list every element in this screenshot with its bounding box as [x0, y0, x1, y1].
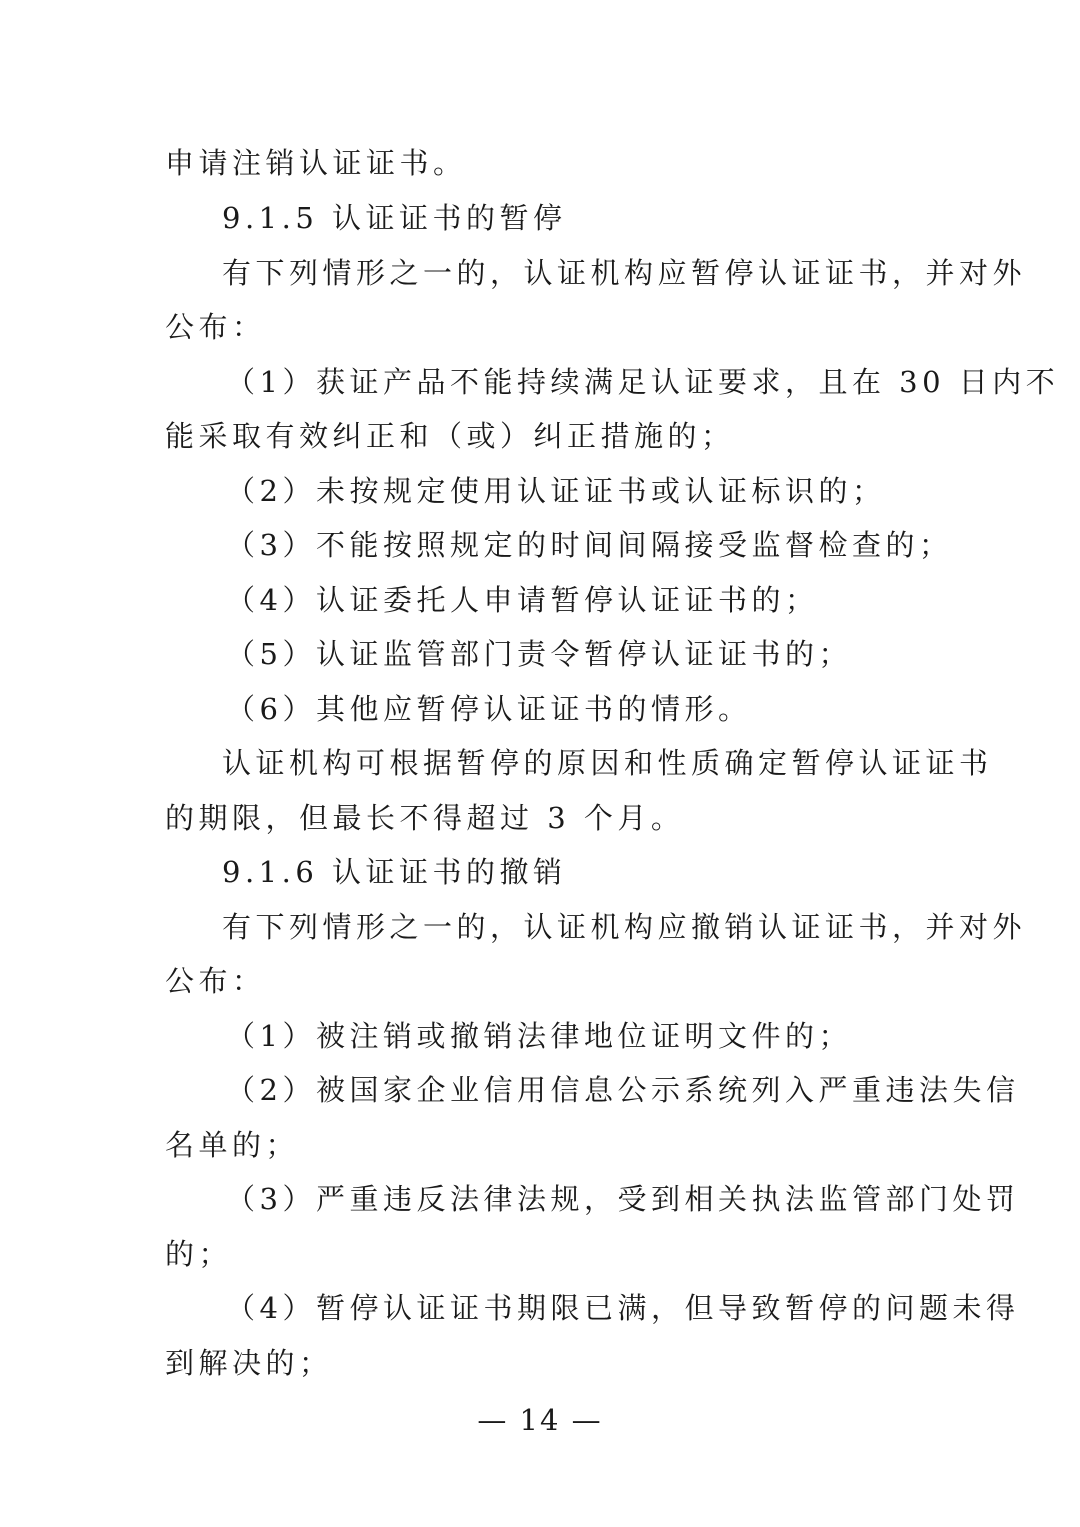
list-item: （3）不能按照规定的时间间隔接受监督检查的； — [226, 528, 953, 562]
text-line: 有下列情形之一的，认证机构应撤销认证证书，并对外 — [222, 910, 1027, 944]
list-item: （5）认证监管部门责令暂停认证证书的； — [226, 637, 852, 671]
text-line: 名单的； — [165, 1128, 300, 1162]
text-line: 能采取有效纠正和（或）纠正措施的； — [165, 419, 735, 453]
list-item: （1）获证产品不能持续满足认证要求，且在 30 日内不 — [226, 365, 1060, 399]
text-line: 的期限，但最长不得超过 3 个月。 — [165, 801, 685, 835]
list-item: （3）严重违反法律法规，受到相关执法监管部门处罚 — [226, 1182, 1020, 1216]
list-item: （4）认证委托人申请暂停认证证书的； — [226, 583, 819, 617]
text-line: 的； — [165, 1237, 233, 1271]
page-number: — 14 — — [477, 1403, 603, 1437]
section-heading: 9.1.6 认证证书的撤销 — [222, 855, 567, 889]
list-item: （4）暂停认证证书期限已满，但导致暂停的问题未得 — [226, 1291, 1020, 1325]
text-line: 认证机构可根据暂停的原因和性质确定暂停认证证书 — [222, 746, 993, 780]
text-line: 有下列情形之一的，认证机构应暂停认证证书，并对外 — [222, 256, 1027, 290]
section-heading: 9.1.5 认证证书的暂停 — [222, 201, 567, 235]
text-line: 公布： — [165, 964, 266, 998]
list-item: （1）被注销或撤销法律地位证明文件的； — [226, 1019, 852, 1053]
list-item: （2）被国家企业信用信息公示系统列入严重违法失信 — [226, 1073, 1020, 1107]
text-line: 公布： — [165, 310, 266, 344]
text-line: 到解决的； — [165, 1346, 333, 1380]
list-item: （6）其他应暂停认证证书的情形。 — [226, 692, 752, 726]
list-item: （2）未按规定使用认证证书或认证标识的； — [226, 474, 886, 508]
text-line: 申请注销认证证书。 — [165, 146, 467, 180]
